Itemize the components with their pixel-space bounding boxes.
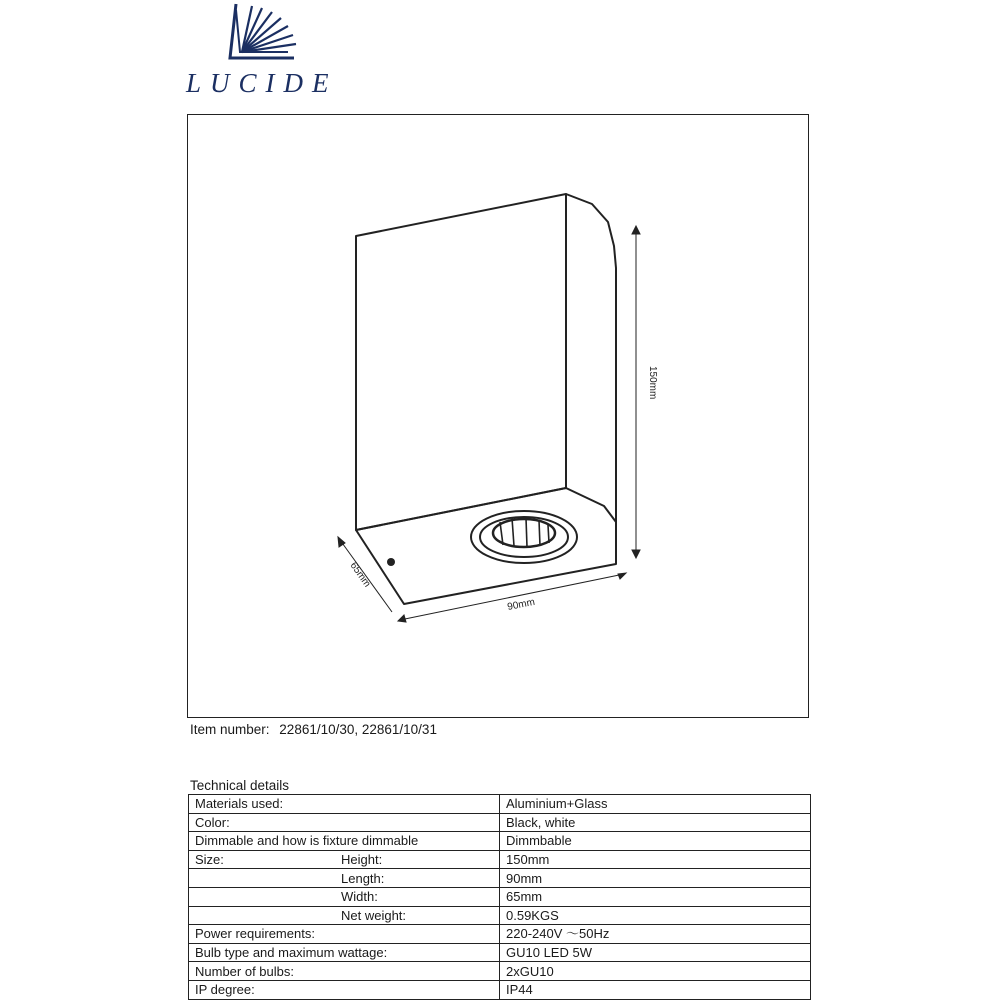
row-value: Aluminium+Glass: [500, 795, 811, 814]
row-value: 220-240V ～50Hz: [500, 925, 811, 944]
table-row: [189, 962, 811, 981]
row-label: Bulb type and maximum wattage:: [195, 945, 388, 961]
table-row: [189, 887, 811, 906]
row-label: Size:: [195, 852, 224, 868]
row-value: GU10 LED 5W: [500, 943, 811, 962]
length-dimension-label: 90mm: [506, 596, 536, 613]
row-sublabel: Net weight:: [341, 907, 407, 923]
row-value: 65mm: [500, 887, 811, 906]
row-sublabel: Height:: [341, 852, 383, 868]
row-value: 90mm: [500, 869, 811, 888]
row-label: Dimmable and how is fixture dimmable: [195, 833, 419, 849]
table-row: [189, 869, 811, 888]
row-value: IP44: [500, 980, 811, 999]
height-dimension-label: 150mm: [647, 366, 658, 400]
logo-wordmark: LUCIDE: [186, 68, 338, 98]
table-row: [189, 850, 811, 869]
row-label: IP degree:: [195, 982, 255, 998]
row-sublabel: Length:: [341, 870, 385, 886]
table-row: [189, 832, 811, 851]
table-row: [189, 943, 811, 962]
table-row: [189, 980, 811, 999]
row-value: 2xGU10: [500, 962, 811, 981]
technical-details-table: [188, 794, 811, 1000]
row-value: Black, white: [500, 813, 811, 832]
row-value: 150mm: [500, 850, 811, 869]
technical-details-title: Technical details: [190, 778, 290, 793]
item-number-label: Item number:: [190, 722, 270, 737]
item-number: [190, 722, 443, 737]
item-number-value: 22861/10/30, 22861/10/31: [279, 722, 437, 737]
table-row: [189, 813, 811, 832]
row-value: Dimmbable: [500, 832, 811, 851]
row-value: 0.59KGS: [500, 906, 811, 925]
row-label: Color:: [195, 814, 230, 830]
width-dimension-label: 65mm: [347, 560, 373, 590]
table-row: [189, 925, 811, 944]
row-label: Materials used:: [195, 796, 284, 812]
table-row: [189, 906, 811, 925]
row-sublabel: Width:: [341, 889, 378, 905]
table-row: [189, 795, 811, 814]
row-label: Power requirements:: [195, 926, 315, 942]
row-label: Number of bulbs:: [195, 963, 294, 979]
